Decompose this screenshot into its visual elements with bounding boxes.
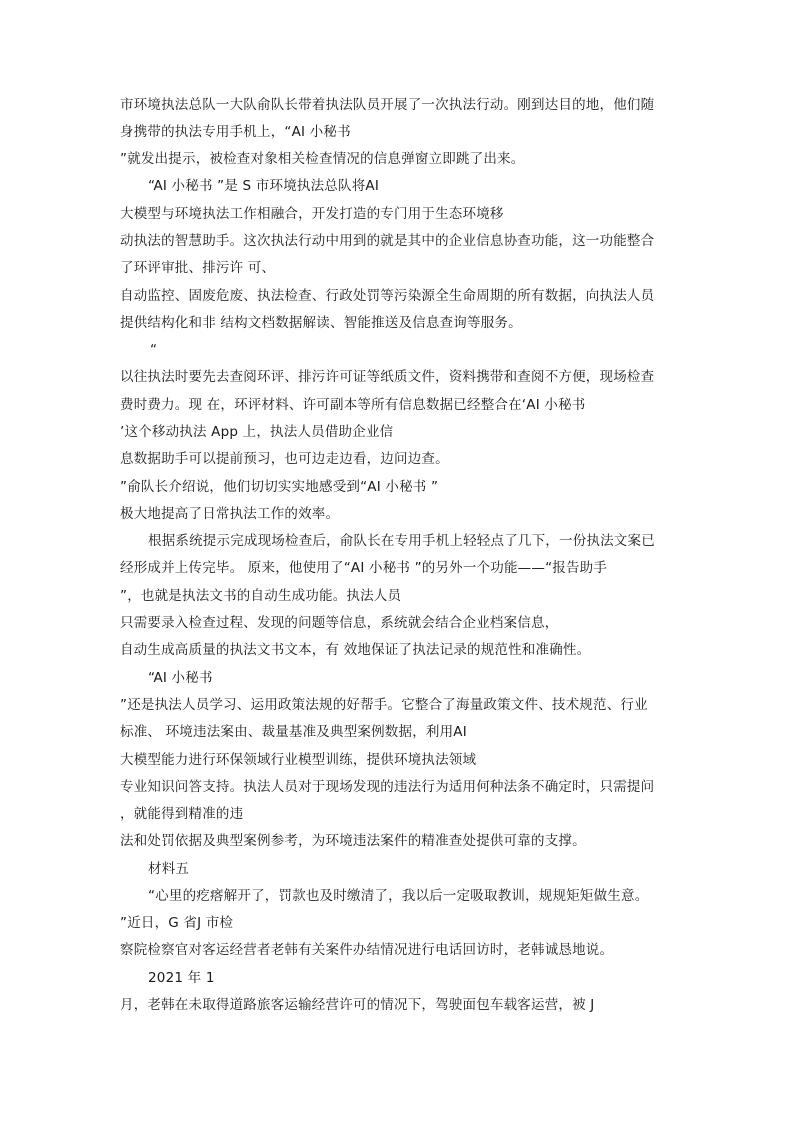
text-line: 法和处罚依据及典型案例参考，为环境违法案件的精准查处提供可靠的支撑。 xyxy=(120,833,586,849)
text-line: ”还是执法人员学习、运用政策法规的好帮手。它整合了海量政策文件、技术规范、行业 xyxy=(120,697,648,713)
text-line: “心里的疙瘩解开了，罚款也及时缴清了，我以后一定吸取教训，规规矩矩做生意。 xyxy=(148,888,649,904)
text-line: 察院检察官对客运经营者老韩有关案件办结情况进行电话回访时，老韩诚恳地说。 xyxy=(120,942,614,958)
text-line: 费时费力。现 在，环评材料、许可副本等所有信息数据已经整合在‘AI 小秘书 xyxy=(120,397,586,413)
text-line: 极大地提高了日常执法工作的效率。 xyxy=(120,506,340,522)
text-line: ”，也就是执法文书的自动生成功能。执法人员 xyxy=(120,588,402,604)
text-line: ”就发出提示，被检查对象相关检查情况的信息弹窗立即跳了出来。 xyxy=(120,151,525,167)
text-line: ’这个移动执法 App 上，执法人员借助企业信 xyxy=(120,424,394,440)
text-line: 自动生成高质量的执法文书文本，有 效地保证了执法记录的规范性和准确性。 xyxy=(120,642,591,658)
text-line: “ xyxy=(150,342,158,358)
text-line: 动执法的智慧助手。这次执法行动中用到的就是其中的企业信息协查功能，这一功能整合 xyxy=(120,233,655,249)
text-line: 专业知识问答支持。执法人员对于现场发现的违法行为适用何种法条不确定时，只需提问 xyxy=(120,779,655,795)
text-line: “AI 小秘书 ”是 S 市环境执法总队将AI xyxy=(148,178,380,194)
text-line: “AI 小秘书 xyxy=(148,670,213,686)
text-line: 月，老韩在未取得道路旅客运输经营许可的情况下，驾驶面包车载客运营，被 J xyxy=(120,997,595,1013)
text-line: 经形成并上传完毕。 原来，他使用了“AI 小秘书 ”的另外一个功能——“报告助手 xyxy=(120,560,608,576)
text-line: 标准、 环境违法案由、裁量基准及典型案例数据，利用AI xyxy=(120,724,467,740)
text-line: 以往执法时要先去查阅环评、排污许可证等纸质文件，资料携带和查阅不方便，现场检查 xyxy=(120,369,655,385)
text-line: 2021 年 1 xyxy=(148,970,215,986)
text-line: ”俞队长介绍说，他们切切实实地感受到“AI 小秘书 ” xyxy=(120,479,439,495)
text-line: 了环评审批、排污许 可、 xyxy=(120,260,276,276)
text-line: 提供结构化和非 结构文档数据解读、智能推送及信息查询等服务。 xyxy=(120,315,522,331)
text-line: 根据系统提示完成现场检查后，俞队长在专用手机上轻轻点了几下，一份执法文案已 xyxy=(148,533,655,549)
text-line: 息数据助手可以提前预习，也可边走边看，边问边查。 xyxy=(120,451,449,467)
text-line: ”近日，G 省J 市检 xyxy=(120,915,234,931)
text-line: 市环境执法总队一大队俞队长带着执法队员开展了一次执法行动。刚到达目的地，他们随 xyxy=(120,97,655,113)
text-line: 只需要录入检查过程、发现的问题等信息，系统就会结合企业档案信息， xyxy=(120,615,559,631)
text-line: ，就能得到精准的违 xyxy=(120,806,244,822)
text-line: 大模型与环境执法工作相融合，开发打造的专门用于生态环境移 xyxy=(120,206,504,222)
section-heading: 材料五 xyxy=(148,861,190,877)
text-line: 大模型能力进行环保领域行业模型训练，提供环境执法领域 xyxy=(120,752,477,768)
text-line: 身携带的执法专用手机上，“AI 小秘书 xyxy=(120,124,351,140)
text-line: 自动监控、固废危废、执法检查、行政处罚等污染源全生命周期的所有数据，向执法人员 xyxy=(120,288,655,304)
